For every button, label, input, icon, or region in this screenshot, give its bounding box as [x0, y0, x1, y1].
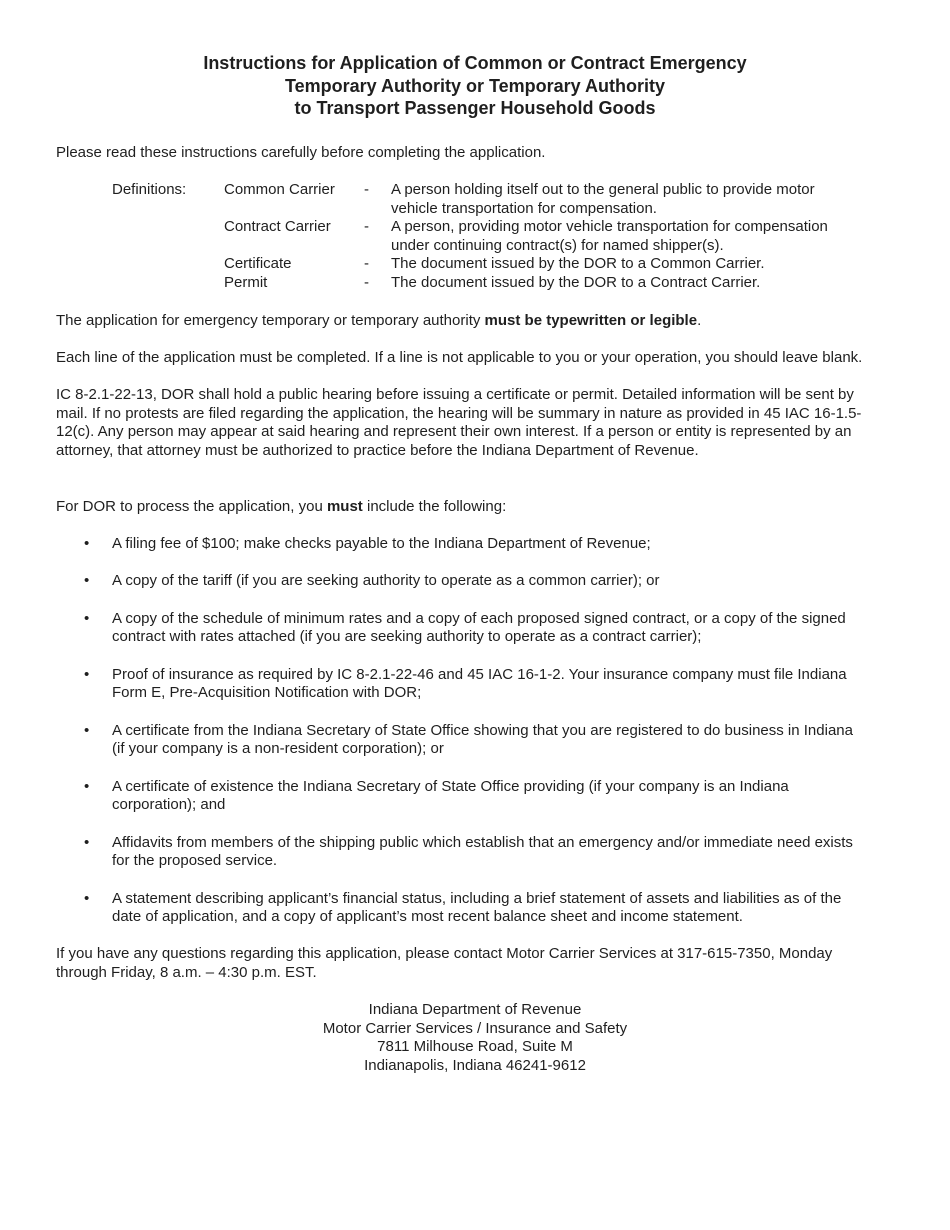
- definition-dash: -: [364, 255, 369, 273]
- definition-contract-carrier: [56, 218, 894, 255]
- definition-text-line: under continuing contract(s) for named shipper(s).: [391, 236, 724, 254]
- hearing-line: IC 8-2.1-22-13, DOR shall hold a public hearing before issuing a certificate or permit. Detailed information will be sent by: [56, 386, 854, 403]
- mailing-address: [56, 1001, 894, 1075]
- list-item: [56, 610, 894, 647]
- definition-text: [391, 255, 891, 274]
- definitions-block: [56, 181, 894, 293]
- must-include-text-end: include the following:: [362, 498, 507, 515]
- definition-dash: -: [364, 273, 369, 291]
- list-item: [56, 535, 894, 554]
- must-include-paragraph: [56, 498, 894, 517]
- definition-text: [391, 218, 891, 255]
- definition-text-line: The document issued by the DOR to a Contract Carrier.: [391, 273, 761, 291]
- bullet-icon: •: [84, 572, 90, 590]
- bullet-icon: •: [84, 889, 90, 907]
- definition-dash: -: [364, 218, 369, 236]
- typewritten-text: The application for emergency temporary or temporary authority: [56, 312, 485, 329]
- list-item: [56, 722, 894, 759]
- definition-dash: -: [364, 181, 369, 198]
- hearing-line: 12(c). Any person may appear at said hearing and represent their own interest. If a person or entity is represented by an: [56, 423, 852, 441]
- definition-term: Common Carrier: [224, 181, 335, 198]
- list-item-line: A copy of the schedule of minimum rates and a copy of each proposed signed contract, or a copy of the signed: [112, 609, 846, 627]
- list-item-line: (if your company is a non-resident corporation); or: [112, 740, 444, 758]
- list-item: [56, 778, 894, 815]
- intro-paragraph: Please read these instructions carefully before completing the application.: [56, 144, 546, 161]
- definition-text-line: vehicle transportation for compensation.: [391, 199, 657, 217]
- address-line: Motor Carrier Services / Insurance and Safety: [322, 1019, 628, 1037]
- definition-text: [391, 274, 891, 293]
- bullet-icon: •: [84, 833, 90, 851]
- questions-paragraph: [56, 945, 894, 982]
- bullet-icon: •: [84, 665, 90, 683]
- must-include-emphasis: must: [326, 498, 363, 515]
- hearing-line: attorney, that attorney must be authorized to practice before the Indiana Department of Revenue.: [56, 441, 699, 459]
- list-item-line: corporation); and: [112, 796, 226, 814]
- page-title: [56, 52, 894, 120]
- definition-text-line: The document issued by the DOR to a Common Carrier.: [391, 255, 765, 273]
- title-line-1: Instructions for Application of Common or Contract Emergency: [203, 53, 747, 73]
- each-line-paragraph: Each line of the application must be completed. If a line is not applicable to you or your operation, you should leave blank.: [56, 349, 863, 366]
- typewritten-emphasis: must be typewritten or legible: [484, 312, 698, 329]
- definition-common-carrier: [56, 181, 894, 218]
- must-include-text: For DOR to process the application, you: [56, 498, 327, 515]
- list-item-line: A filing fee of $100; make checks payable to the Indiana Department of Revenue;: [112, 535, 651, 552]
- definition-permit: [56, 274, 894, 293]
- bullet-icon: •: [84, 721, 90, 739]
- title-line-3: to Transport Passenger Household Goods: [294, 98, 656, 118]
- list-item-line: contract with rates attached (if you are seeking authority to operate as a contract carrier);: [112, 628, 702, 646]
- list-item-line: Affidavits from members of the shipping public which establish that an emergency and/or immediate need exists: [112, 833, 853, 851]
- list-item: [56, 834, 894, 871]
- definition-text: [391, 181, 891, 218]
- list-item-line: A certificate from the Indiana Secretary of State Office showing that you are registered to do business in Indiana: [112, 721, 853, 739]
- requirements-list: [56, 535, 894, 946]
- list-item-line: for the proposed service.: [112, 852, 278, 870]
- hearing-paragraph: [56, 386, 894, 460]
- definition-term: Certificate: [224, 255, 292, 273]
- bullet-icon: •: [84, 535, 90, 552]
- bullet-icon: •: [84, 777, 90, 795]
- address-line: Indianapolis, Indiana 46241-9612: [364, 1056, 586, 1074]
- questions-line: If you have any questions regarding this application, please contact Motor Carrier Services at 317-615-7350, Monday: [56, 945, 833, 962]
- definition-term: Permit: [224, 273, 268, 291]
- list-item-line: A certificate of existence the Indiana Secretary of State Office providing (if your company is an Indiana: [112, 777, 789, 795]
- definitions-label: Definitions:: [112, 181, 187, 198]
- address-line: Indiana Department of Revenue: [368, 1001, 582, 1018]
- definition-certificate: [56, 255, 894, 274]
- list-item: [56, 666, 894, 703]
- list-item-line: A copy of the tariff (if you are seeking authority to operate as a common carrier); or: [112, 572, 660, 590]
- title-line-2: Temporary Authority or Temporary Authority: [284, 75, 666, 96]
- list-item: [56, 890, 894, 927]
- list-item-line: Form E, Pre-Acquisition Notification with DOR;: [112, 684, 422, 702]
- list-item-line: Proof of insurance as required by IC 8-2.1-22-46 and 45 IAC 16-1-2. Your insurance company must file Indiana: [112, 665, 847, 683]
- definition-text-line: A person holding itself out to the general public to provide motor: [391, 181, 815, 198]
- typewritten-paragraph: [56, 312, 894, 331]
- address-line: 7811 Milhouse Road, Suite M: [377, 1038, 573, 1056]
- questions-line: through Friday, 8 a.m. – 4:30 p.m. EST.: [56, 963, 317, 981]
- definition-text-line: A person, providing motor vehicle transportation for compensation: [391, 218, 828, 236]
- list-item-line: date of application, and a copy of applicant’s most recent balance sheet and income statement.: [112, 908, 743, 926]
- list-item: [56, 572, 894, 591]
- typewritten-period: .: [697, 312, 702, 329]
- hearing-line: mail. If no protests are filed regarding the application, the hearing will be summary in nature as provided in 45 IAC 16-1.5-: [56, 404, 862, 422]
- bullet-icon: •: [84, 609, 90, 627]
- definition-term: Contract Carrier: [224, 218, 331, 236]
- list-item-line: A statement describing applicant’s financial status, including a brief statement of assets and liabilities as of the: [112, 889, 842, 907]
